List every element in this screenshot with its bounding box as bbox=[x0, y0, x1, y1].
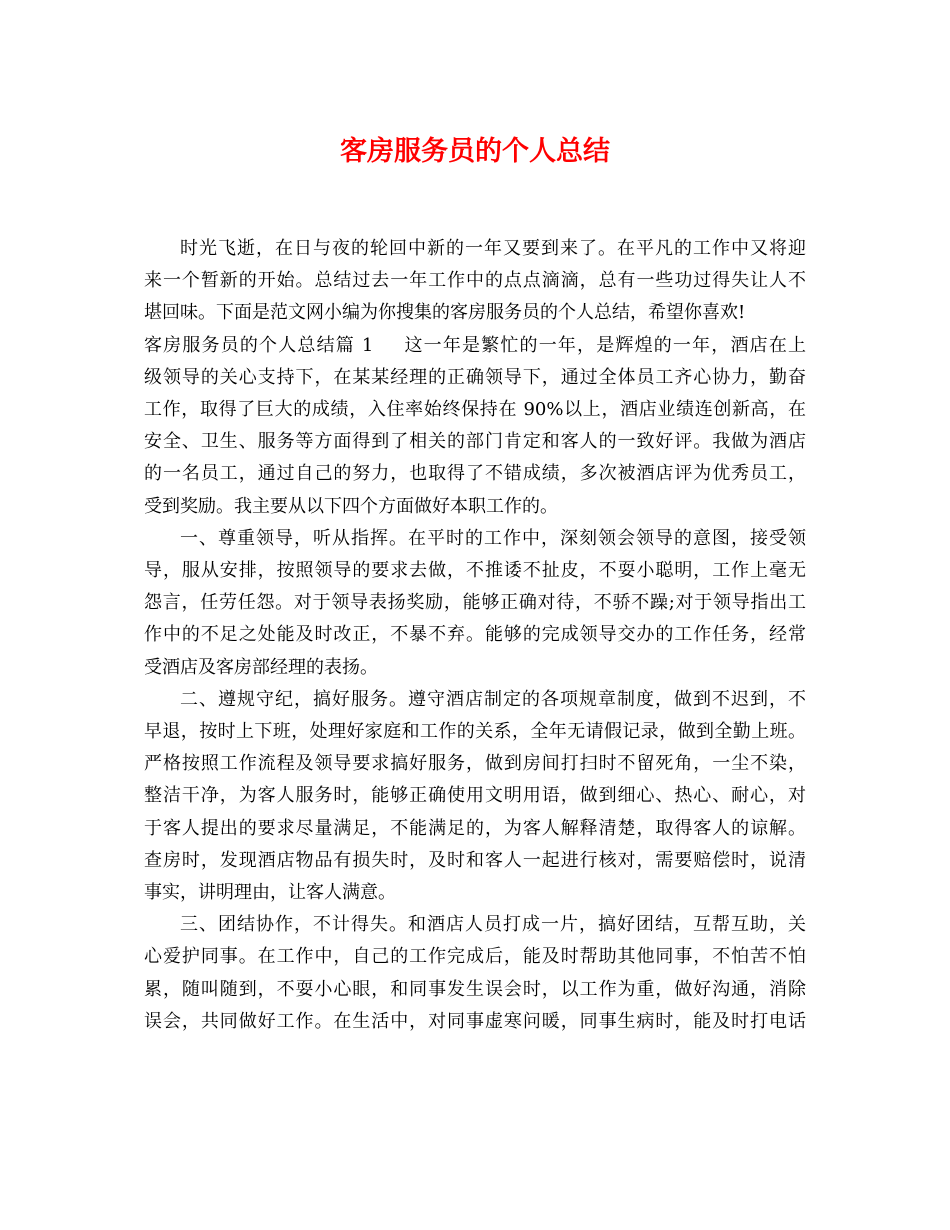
article-first-line: 这一年是繁忙的一年，是辉煌的一年，酒店在上 bbox=[403, 334, 806, 356]
text-line: 作中的不足之处能及时改正，不暴不弃。能够的完成领导交办的工作任务，经常 bbox=[144, 624, 806, 646]
text-line: 查房时，发现酒店物品有损失时，及时和客人一起进行核对，需要赔偿时，说清 bbox=[144, 849, 806, 871]
text-line: 工作，取得了巨大的成绩，入住率始终保持在 90%以上，酒店业绩连创新高，在 bbox=[144, 399, 806, 421]
text-line: 的一名员工，通过自己的努力，也取得了不错成绩，多次被酒店评为优秀员工， bbox=[144, 463, 806, 485]
text-line: 一、尊重领导，听从指挥。在平时的工作中，深刻领会领导的意图，接受领 bbox=[180, 527, 806, 549]
text-line: 三、团结协作，不计得失。和酒店人员打成一片，搞好团结，互帮互助，关 bbox=[180, 914, 806, 936]
text-line: 二、遵规守纪，搞好服务。遵守酒店制定的各项规章制度，做到不迟到，不 bbox=[180, 688, 806, 710]
text-line: 心爱护同事。在工作中，自己的工作完成后，能及时帮助其他同事，不怕苦不怕 bbox=[144, 946, 806, 968]
text-line: 严格按照工作流程及领导要求搞好服务，做到房间打扫时不留死角，一尘不染， bbox=[144, 753, 806, 775]
text-line: 误会，共同做好工作。在生活中，对同事虚寒问暖，同事生病时，能及时打电话 bbox=[144, 1010, 806, 1032]
text-line: 于客人提出的要求尽量满足，不能满足的，为客人解释清楚，取得客人的谅解。 bbox=[144, 817, 806, 839]
section-2-paragraph bbox=[144, 684, 806, 909]
text-line: 堪回味。下面是范文网小编为你搜集的客房服务员的个人总结，希望你喜欢! bbox=[144, 302, 746, 324]
article-paragraph bbox=[144, 330, 806, 523]
text-line: 怨言，任劳任怨。对于领导表扬奖励，能够正确对待，不骄不躁;对于领导指出工 bbox=[144, 592, 806, 614]
text-line: 累，随叫随到，不耍小心眼，和同事发生误会时，以工作为重，做好沟通，消除 bbox=[144, 978, 806, 1000]
section-3-paragraph bbox=[144, 909, 806, 1038]
section-1-paragraph bbox=[144, 523, 806, 684]
text-line: 导，服从安排，按照领导的要求去做，不推诿不扯皮，不耍小聪明，工作上毫无 bbox=[144, 560, 806, 582]
text-line: 时光飞逝，在日与夜的轮回中新的一年又要到来了。在平凡的工作中又将迎 bbox=[180, 238, 806, 259]
text-line: 受到奖励。我主要从以下四个方面做好本职工作的。 bbox=[144, 495, 558, 517]
document-body bbox=[144, 233, 806, 1038]
intro-paragraph bbox=[144, 233, 806, 330]
text-line: 受酒店及客房部经理的表扬。 bbox=[144, 656, 378, 678]
text-line: 整洁干净，为客人服务时，能够正确使用文明用语，做到细心、热心、耐心，对 bbox=[144, 785, 806, 807]
text-line bbox=[144, 330, 806, 362]
article-heading: 客房服务员的个人总结篇 1 bbox=[144, 334, 374, 356]
text-line: 事实，讲明理由，让客人满意。 bbox=[144, 882, 396, 904]
text-line: 早退，按时上下班，处理好家庭和工作的关系，全年无请假记录，做到全勤上班。 bbox=[144, 721, 806, 743]
text-line: 级领导的关心支持下，在某某经理的正确领导下，通过全体员工齐心协力，勤奋 bbox=[144, 366, 806, 388]
document-title: 客房服务员的个人总结 bbox=[340, 136, 610, 167]
text-line: 来一个暂新的开始。总结过去一年工作中的点点滴滴，总有一些功过得失让人不 bbox=[144, 270, 806, 292]
text-line: 安全、卫生、服务等方面得到了相关的部门肯定和客人的一致好评。我做为酒店 bbox=[144, 431, 806, 453]
